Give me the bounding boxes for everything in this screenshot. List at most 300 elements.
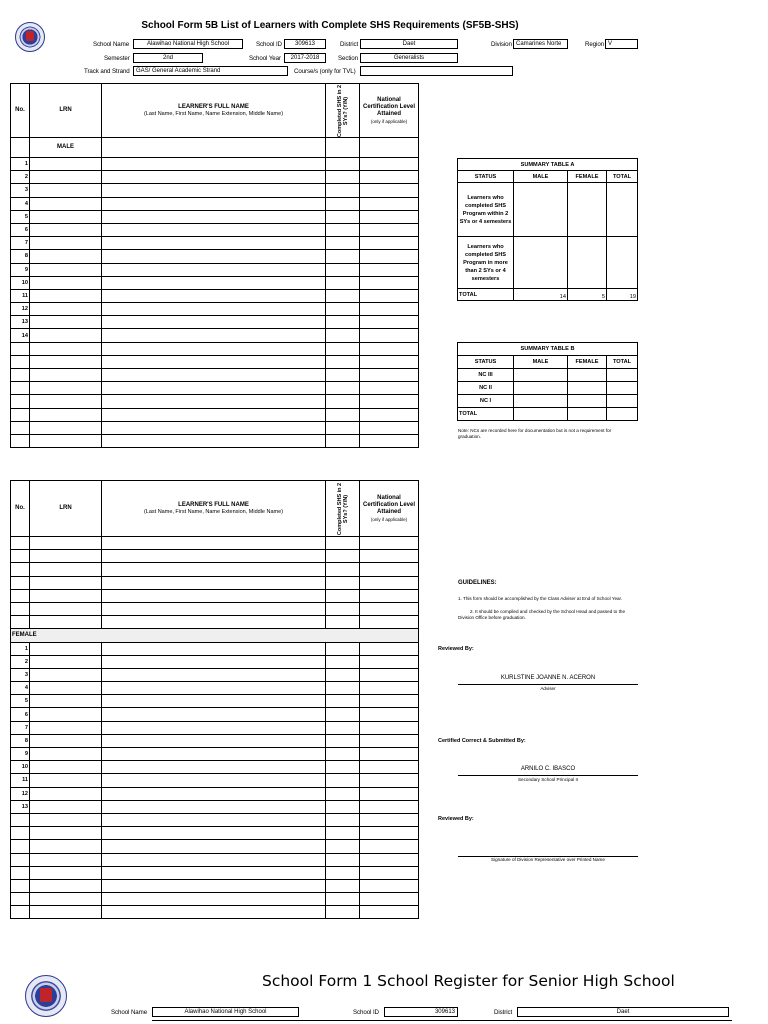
row-number: [11, 813, 30, 826]
reviewed-by-label-2: Reviewed By:: [438, 816, 474, 822]
table-row: [11, 250, 419, 263]
nc-cell[interactable]: [360, 787, 419, 800]
table-row: [11, 893, 419, 906]
nc-cell[interactable]: [360, 369, 419, 382]
nc-cell[interactable]: [360, 434, 419, 447]
summary-b-male-header: MALE: [514, 356, 568, 369]
completed-cell[interactable]: [326, 237, 360, 250]
name-cell[interactable]: [102, 355, 326, 368]
col-lrn-header-2: LRN: [30, 481, 102, 537]
form1-district-label: District: [494, 1009, 513, 1016]
row-number: [11, 563, 30, 576]
row-number: 5: [11, 695, 30, 708]
form1-school-name-label: School Name: [111, 1009, 148, 1016]
lrn-cell[interactable]: [30, 550, 102, 563]
row-number: 1: [11, 158, 30, 171]
lrn-cell[interactable]: [30, 655, 102, 668]
row-number: 6: [11, 223, 30, 236]
table-row: [11, 748, 419, 761]
nc-cell[interactable]: [360, 655, 419, 668]
summary-a-total-male: 14: [514, 289, 568, 301]
school-id-field[interactable]: 309613: [284, 39, 326, 49]
lrn-cell[interactable]: [30, 537, 102, 550]
lrn-cell[interactable]: [30, 158, 102, 171]
nc-cell[interactable]: [360, 395, 419, 408]
completed-cell[interactable]: [326, 813, 360, 826]
col-nc-header-2: [360, 481, 419, 537]
row-number: [11, 906, 30, 919]
summary-a-total-female: 5: [568, 289, 607, 301]
section-label: Section: [338, 55, 358, 62]
nc-cell[interactable]: [360, 708, 419, 721]
completed-cell[interactable]: [326, 263, 360, 276]
table-row: [11, 563, 419, 576]
completed-cell[interactable]: [326, 589, 360, 602]
lrn-cell[interactable]: [30, 576, 102, 589]
name-cell[interactable]: [102, 342, 326, 355]
form1-school-id-label: School ID: [353, 1009, 379, 1016]
completed-cell[interactable]: [326, 329, 360, 342]
name-cell[interactable]: [102, 421, 326, 434]
lrn-cell[interactable]: [30, 840, 102, 853]
table-row: [11, 734, 419, 747]
lrn-cell[interactable]: [30, 761, 102, 774]
summary-a-row2-label: Learners who completed SHS Program in more than 2 SYs or 4 semesters: [458, 237, 514, 289]
name-cell[interactable]: [102, 840, 326, 853]
lrn-cell[interactable]: [30, 289, 102, 302]
completed-cell[interactable]: [326, 197, 360, 210]
lrn-cell[interactable]: [30, 616, 102, 629]
nc-cell[interactable]: [360, 576, 419, 589]
table-row: [11, 774, 419, 787]
completed-cell[interactable]: [326, 827, 360, 840]
name-cell[interactable]: [102, 171, 326, 184]
name-cell[interactable]: [102, 589, 326, 602]
lrn-cell[interactable]: [30, 787, 102, 800]
completed-cell[interactable]: [326, 408, 360, 421]
name-cell[interactable]: [102, 655, 326, 668]
lrn-cell[interactable]: [30, 668, 102, 681]
table-row: [11, 342, 419, 355]
completed-cell[interactable]: [326, 655, 360, 668]
row-number: 12: [11, 787, 30, 800]
lrn-cell[interactable]: [30, 708, 102, 721]
lrn-cell[interactable]: [30, 171, 102, 184]
lrn-cell[interactable]: [30, 734, 102, 747]
name-cell[interactable]: [102, 550, 326, 563]
nc-cell[interactable]: [360, 827, 419, 840]
lrn-cell[interactable]: [30, 813, 102, 826]
form1-district-field[interactable]: Daet: [517, 1007, 729, 1017]
nc-cell[interactable]: [360, 355, 419, 368]
lrn-cell[interactable]: [30, 721, 102, 734]
name-cell[interactable]: [102, 563, 326, 576]
completed-cell[interactable]: [326, 223, 360, 236]
lrn-cell[interactable]: [30, 682, 102, 695]
lrn-cell[interactable]: [30, 329, 102, 342]
completed-cell[interactable]: [326, 893, 360, 906]
table-row: [11, 237, 419, 250]
nc-cell[interactable]: [360, 616, 419, 629]
division-field[interactable]: Camarines Norte: [513, 39, 568, 49]
school-year-label: School Year: [249, 55, 281, 62]
nc-cell[interactable]: [360, 303, 419, 316]
completed-cell[interactable]: [326, 668, 360, 681]
nc-cell[interactable]: [360, 197, 419, 210]
name-cell[interactable]: [102, 303, 326, 316]
principal-signature-line: [458, 775, 638, 776]
track-field[interactable]: GAS/ General Academic Strand: [133, 66, 288, 76]
summary-table-b: [457, 342, 638, 421]
division-rep-caption: Signature of Division Representative over Printed Name: [491, 857, 605, 862]
table-row: [11, 906, 419, 919]
completed-cell[interactable]: [326, 787, 360, 800]
summary-a-total-header: TOTAL: [607, 171, 638, 183]
lrn-cell[interactable]: [30, 866, 102, 879]
nc-cell[interactable]: [360, 329, 419, 342]
lrn-cell[interactable]: [30, 695, 102, 708]
name-cell[interactable]: [102, 813, 326, 826]
lrn-cell[interactable]: [30, 316, 102, 329]
completed-cell[interactable]: [326, 866, 360, 879]
certified-by-label: Certified Correct & Submitted By:: [438, 738, 526, 744]
row-number: [11, 382, 30, 395]
completed-cell[interactable]: [326, 184, 360, 197]
lrn-cell[interactable]: [30, 893, 102, 906]
summary-b-nc2: NC II: [458, 382, 514, 395]
table-row: [11, 434, 419, 447]
table-row: [11, 303, 419, 316]
nc-cell[interactable]: [360, 210, 419, 223]
name-cell[interactable]: [102, 316, 326, 329]
completed-cell[interactable]: [326, 316, 360, 329]
completed-cell[interactable]: [326, 342, 360, 355]
completed-cell[interactable]: [326, 734, 360, 747]
completed-cell[interactable]: [326, 303, 360, 316]
region-field[interactable]: V: [605, 39, 638, 49]
row-number: 11: [11, 289, 30, 302]
lrn-cell[interactable]: [30, 589, 102, 602]
nc-cell[interactable]: [360, 602, 419, 615]
name-cell[interactable]: [102, 329, 326, 342]
nc-cell[interactable]: [360, 237, 419, 250]
lrn-cell[interactable]: [30, 263, 102, 276]
nc-cell[interactable]: [360, 316, 419, 329]
completed-cell[interactable]: [326, 906, 360, 919]
row-number: 8: [11, 250, 30, 263]
lrn-cell[interactable]: [30, 602, 102, 615]
school-id-label: School ID: [256, 41, 282, 48]
completed-cell[interactable]: [326, 210, 360, 223]
male-section-label: MALE: [30, 138, 102, 158]
nc-cell[interactable]: [360, 263, 419, 276]
nc-cell[interactable]: [360, 734, 419, 747]
lrn-cell[interactable]: [30, 774, 102, 787]
completed-cell[interactable]: [326, 576, 360, 589]
row-number: 13: [11, 316, 30, 329]
completed-cell[interactable]: [326, 250, 360, 263]
completed-cell[interactable]: [326, 171, 360, 184]
col-name-title: LEARNER'S FULL NAME: [178, 103, 249, 110]
name-cell[interactable]: [102, 682, 326, 695]
table-row: [11, 316, 419, 329]
name-cell[interactable]: [102, 761, 326, 774]
name-cell[interactable]: [102, 369, 326, 382]
nc-cell[interactable]: [360, 223, 419, 236]
lrn-cell[interactable]: [30, 434, 102, 447]
reviewed-by-label-1: Reviewed By:: [438, 646, 474, 652]
principal-name: ARNILO C. IBASCO: [520, 766, 576, 772]
name-cell[interactable]: [102, 734, 326, 747]
lrn-cell[interactable]: [30, 369, 102, 382]
table-row: [11, 158, 419, 171]
col-completed-text: Completed SHS in 2 SYs? (Y/N): [337, 84, 349, 137]
nc-cell[interactable]: [360, 382, 419, 395]
lrn-cell[interactable]: [30, 210, 102, 223]
name-cell[interactable]: [102, 906, 326, 919]
lrn-cell[interactable]: [30, 382, 102, 395]
nc-cell[interactable]: [360, 276, 419, 289]
table-row: [11, 223, 419, 236]
summary-a-male-header: MALE: [514, 171, 568, 183]
completed-cell[interactable]: [326, 721, 360, 734]
row-number: [11, 853, 30, 866]
name-cell[interactable]: [102, 893, 326, 906]
nc-cell[interactable]: [360, 853, 419, 866]
nc-cell[interactable]: [360, 840, 419, 853]
nc-cell[interactable]: [360, 563, 419, 576]
nc-cell[interactable]: [360, 879, 419, 892]
table-row: [11, 879, 419, 892]
summary-b-nc3: NC III: [458, 369, 514, 382]
table-row: [11, 589, 419, 602]
lrn-cell[interactable]: [30, 563, 102, 576]
row-number: 11: [11, 774, 30, 787]
name-cell[interactable]: [102, 184, 326, 197]
name-cell[interactable]: [102, 576, 326, 589]
completed-cell[interactable]: [326, 537, 360, 550]
table-row: [11, 537, 419, 550]
completed-cell[interactable]: [326, 853, 360, 866]
table-row: [11, 800, 419, 813]
name-cell[interactable]: [102, 879, 326, 892]
col-no-header-2: No.: [11, 481, 30, 537]
name-cell[interactable]: [102, 774, 326, 787]
name-cell[interactable]: [102, 237, 326, 250]
nc-cell[interactable]: [360, 721, 419, 734]
completed-cell[interactable]: [326, 550, 360, 563]
name-cell[interactable]: [102, 382, 326, 395]
completed-cell[interactable]: [326, 369, 360, 382]
lrn-cell[interactable]: [30, 184, 102, 197]
nc-cell[interactable]: [360, 421, 419, 434]
name-cell[interactable]: [102, 721, 326, 734]
col-completed-header: [326, 84, 360, 138]
district-field[interactable]: Daet: [360, 39, 458, 49]
nc-cell[interactable]: [360, 668, 419, 681]
semester-field[interactable]: 2nd: [133, 53, 203, 63]
nc-cell[interactable]: [360, 761, 419, 774]
female-rows: [11, 642, 419, 919]
name-cell[interactable]: [102, 197, 326, 210]
completed-cell[interactable]: [326, 682, 360, 695]
female-learners-table: [10, 480, 419, 919]
lrn-cell[interactable]: [30, 748, 102, 761]
lrn-cell[interactable]: [30, 395, 102, 408]
semester-label: Semester: [104, 55, 130, 62]
row-number: 3: [11, 184, 30, 197]
name-cell[interactable]: [102, 408, 326, 421]
table-row: [11, 616, 419, 629]
nc-cell[interactable]: [360, 250, 419, 263]
nc-cell[interactable]: [360, 682, 419, 695]
nc-cell[interactable]: [360, 408, 419, 421]
nc-cell[interactable]: [360, 171, 419, 184]
lrn-cell[interactable]: [30, 800, 102, 813]
completed-cell[interactable]: [326, 563, 360, 576]
name-cell[interactable]: [102, 537, 326, 550]
nc-cell[interactable]: [360, 893, 419, 906]
completed-cell[interactable]: [326, 276, 360, 289]
row-number: 7: [11, 721, 30, 734]
row-number: 14: [11, 329, 30, 342]
nc-cell[interactable]: [360, 289, 419, 302]
name-cell[interactable]: [102, 395, 326, 408]
completed-cell[interactable]: [326, 395, 360, 408]
completed-cell[interactable]: [326, 840, 360, 853]
nc-cell[interactable]: [360, 642, 419, 655]
name-cell[interactable]: [102, 223, 326, 236]
completed-cell[interactable]: [326, 434, 360, 447]
completed-cell[interactable]: [326, 642, 360, 655]
col-completed-text-2: Completed SHS in 2 SYs? (Y/N): [337, 482, 349, 535]
form-title: School Form 5B List of Learners with Complete SHS Requirements (SF5B-SHS): [141, 20, 519, 31]
nc-cell[interactable]: [360, 342, 419, 355]
completed-cell[interactable]: [326, 616, 360, 629]
name-cell[interactable]: [102, 748, 326, 761]
name-cell[interactable]: [102, 434, 326, 447]
completed-cell[interactable]: [326, 158, 360, 171]
section-field[interactable]: Generalists: [360, 53, 458, 63]
table-row: [11, 655, 419, 668]
nc-cell[interactable]: [360, 184, 419, 197]
summary-b-female-header: FEMALE: [568, 356, 607, 369]
col-name-header: [102, 84, 326, 138]
name-cell[interactable]: [102, 289, 326, 302]
row-number: [11, 879, 30, 892]
male-learners-table: [10, 83, 419, 448]
completed-cell[interactable]: [326, 774, 360, 787]
lrn-cell[interactable]: [30, 276, 102, 289]
row-number: 10: [11, 761, 30, 774]
table-row: [11, 708, 419, 721]
lrn-cell[interactable]: [30, 853, 102, 866]
name-cell[interactable]: [102, 853, 326, 866]
summary-a-total-total: 19: [607, 289, 638, 301]
lrn-cell[interactable]: [30, 906, 102, 919]
completed-cell[interactable]: [326, 355, 360, 368]
row-number: [11, 369, 30, 382]
lrn-cell[interactable]: [30, 355, 102, 368]
form1-school-id-field[interactable]: 309613: [384, 1007, 458, 1017]
row-number: 2: [11, 655, 30, 668]
col-nc-header: [360, 84, 419, 138]
nc-cell[interactable]: [360, 589, 419, 602]
nc-cell[interactable]: [360, 906, 419, 919]
table-row: [11, 395, 419, 408]
completed-cell[interactable]: [326, 800, 360, 813]
name-cell[interactable]: [102, 827, 326, 840]
nc-cell[interactable]: [360, 813, 419, 826]
school-name-field[interactable]: Alawihao National High School: [133, 39, 243, 49]
nc-cell[interactable]: [360, 550, 419, 563]
nc-cell[interactable]: [360, 866, 419, 879]
name-cell[interactable]: [102, 263, 326, 276]
courses-label: Course/s (only for TVL): [294, 68, 356, 75]
table-row: [11, 369, 419, 382]
name-cell[interactable]: [102, 250, 326, 263]
name-cell[interactable]: [102, 695, 326, 708]
name-cell[interactable]: [102, 602, 326, 615]
table-row: [11, 263, 419, 276]
lrn-cell[interactable]: [30, 827, 102, 840]
name-cell[interactable]: [102, 276, 326, 289]
nc-cell[interactable]: [360, 158, 419, 171]
name-cell[interactable]: [102, 866, 326, 879]
lrn-cell[interactable]: [30, 421, 102, 434]
nc-cell[interactable]: [360, 800, 419, 813]
name-cell[interactable]: [102, 708, 326, 721]
nc-cell[interactable]: [360, 748, 419, 761]
completed-cell[interactable]: [326, 748, 360, 761]
completed-cell[interactable]: [326, 695, 360, 708]
completed-cell[interactable]: [326, 708, 360, 721]
nc-cell[interactable]: [360, 537, 419, 550]
col-name-subtitle: (Last Name, First Name, Name Extension, Middle Name): [143, 110, 284, 117]
lrn-cell[interactable]: [30, 237, 102, 250]
name-cell[interactable]: [102, 616, 326, 629]
nc-cell[interactable]: [360, 774, 419, 787]
completed-cell[interactable]: [326, 289, 360, 302]
lrn-cell[interactable]: [30, 879, 102, 892]
lrn-cell[interactable]: [30, 197, 102, 210]
completed-cell[interactable]: [326, 879, 360, 892]
lrn-cell[interactable]: [30, 342, 102, 355]
lrn-cell[interactable]: [30, 642, 102, 655]
form1-school-name-field[interactable]: Alawihao National High School: [152, 1007, 299, 1017]
summary-b-total-label: TOTAL: [458, 408, 514, 421]
nc-cell[interactable]: [360, 695, 419, 708]
name-cell[interactable]: [102, 787, 326, 800]
row-number: [11, 421, 30, 434]
female-section-label: FEMALE: [11, 629, 419, 642]
name-cell[interactable]: [102, 668, 326, 681]
completed-cell[interactable]: [326, 382, 360, 395]
name-cell[interactable]: [102, 800, 326, 813]
completed-cell[interactable]: [326, 602, 360, 615]
name-cell[interactable]: [102, 210, 326, 223]
completed-cell[interactable]: [326, 761, 360, 774]
name-cell[interactable]: [102, 642, 326, 655]
completed-cell[interactable]: [326, 421, 360, 434]
lrn-cell[interactable]: [30, 250, 102, 263]
lrn-cell[interactable]: [30, 223, 102, 236]
lrn-cell[interactable]: [30, 408, 102, 421]
school-year-field[interactable]: 2017-2018: [284, 53, 326, 63]
name-cell[interactable]: [102, 158, 326, 171]
lrn-cell[interactable]: [30, 303, 102, 316]
courses-field[interactable]: [360, 66, 513, 76]
